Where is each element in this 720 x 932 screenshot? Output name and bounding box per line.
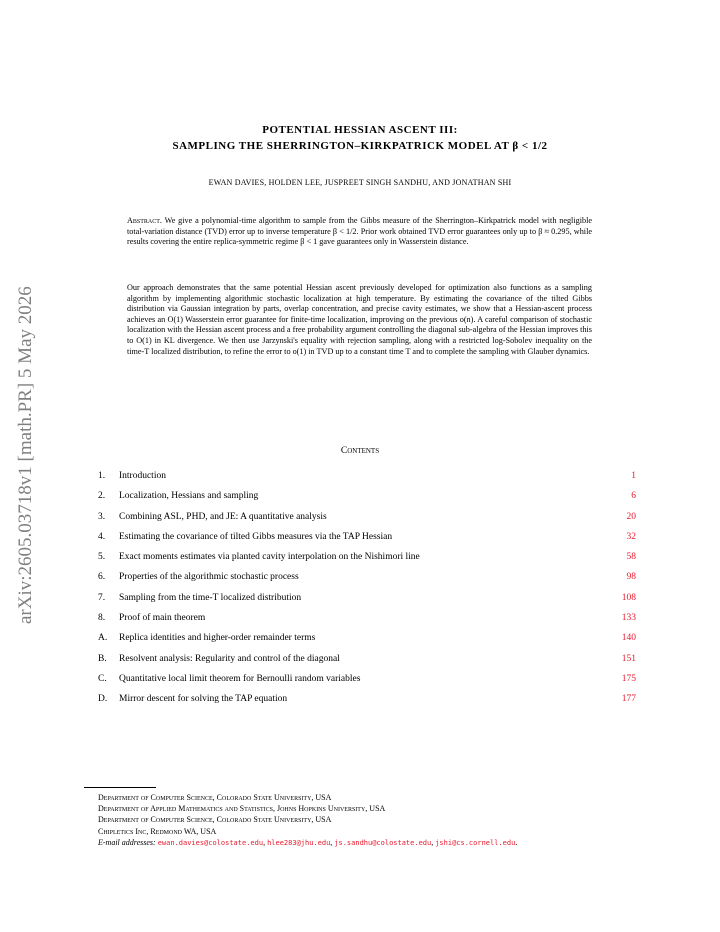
paper-title-line-2: SAMPLING THE SHERRINGTON–KIRKPATRICK MODEL AT β < 1/2 bbox=[172, 140, 548, 152]
toc-entry[interactable] bbox=[98, 552, 636, 572]
toc-entry-page-link[interactable]: 58 bbox=[626, 552, 636, 563]
affiliation-line: Department of Applied Mathematics and Statistics, Johns Hopkins University, USA bbox=[98, 804, 386, 814]
toc-entry-page-link[interactable]: 151 bbox=[621, 653, 636, 664]
toc-entry-number: D. bbox=[98, 694, 108, 705]
toc-entry-number: C. bbox=[98, 673, 107, 684]
toc-entry-number: 3. bbox=[98, 511, 106, 522]
toc-entry-number: A. bbox=[98, 633, 108, 644]
email-link[interactable]: ewan.davies@colostate.edu bbox=[157, 838, 264, 847]
table-of-contents bbox=[98, 471, 636, 715]
email-label: E-mail addresses: bbox=[98, 837, 156, 847]
toc-entry-title: Resolvent analysis: Regularity and control of the diagonal bbox=[119, 653, 340, 664]
toc-entry-page-link[interactable]: 20 bbox=[626, 511, 636, 522]
toc-entry-page-link[interactable]: 1 bbox=[631, 471, 636, 481]
email-addresses: E-mail addresses: ewan.davies@colostate.edu, hlee283@jhu.edu, js.sandhu@colostate.edu, jshi@cs.cornell.edu. bbox=[98, 837, 518, 847]
toc-entry-page-link[interactable]: 133 bbox=[621, 613, 636, 624]
toc-entry-title: Quantitative local limit theorem for Bernoulli random variables bbox=[119, 673, 361, 684]
toc-entry-number: 4. bbox=[98, 531, 106, 542]
toc-entry[interactable] bbox=[98, 654, 636, 674]
toc-entry-page-link[interactable]: 32 bbox=[626, 531, 636, 542]
affiliation-line: Chipletics Inc, Redmond WA, USA bbox=[98, 826, 217, 836]
toc-entry-title: Localization, Hessians and sampling bbox=[119, 491, 259, 502]
toc-entry-page-link[interactable]: 108 bbox=[621, 592, 636, 603]
toc-entry[interactable] bbox=[98, 532, 636, 552]
toc-entry-title: Properties of the algorithmic stochastic process bbox=[119, 572, 299, 583]
toc-entry[interactable] bbox=[98, 694, 636, 714]
toc-entry-number: 6. bbox=[98, 572, 106, 583]
toc-entry[interactable] bbox=[98, 633, 636, 653]
toc-entry-title: Sampling from the time-T localized distribution bbox=[119, 592, 302, 603]
abstract-text-1: We give a polynomial-time algorithm to sample from the Gibbs measure of the Sherrington–Kirkpatrick model with negligible total-variation distance (TVD) error up to inverse temperature β < 1/2. Prior work obtained TVD error guarantees only up to β ≈ 0.295, while results covering the entire replica-symmetric regime β < 1 gave guarantees only in Wasserstein distance. bbox=[127, 216, 592, 247]
toc-entry[interactable] bbox=[98, 593, 636, 613]
email-link[interactable]: jshi@cs.cornell.edu bbox=[435, 838, 516, 847]
toc-entry-page-link[interactable]: 175 bbox=[621, 673, 636, 684]
affiliation-line: Department of Computer Science, Colorado State University, USA bbox=[98, 815, 332, 825]
abstract-paragraph-1 bbox=[127, 216, 592, 248]
toc-entry-page-link[interactable]: 140 bbox=[621, 633, 636, 644]
toc-entry-number: 1. bbox=[98, 471, 106, 481]
toc-entry[interactable] bbox=[98, 674, 636, 694]
toc-entry-page-link[interactable]: 98 bbox=[626, 572, 636, 583]
arxiv-identifier: arXiv:2605.03718v1 [math.PR] 5 May 2026 bbox=[15, 286, 36, 624]
toc-entry-title: Proof of main theorem bbox=[119, 613, 206, 624]
toc-entry-title: Estimating the covariance of tilted Gibbs measures via the TAP Hessian bbox=[119, 531, 393, 542]
toc-entry[interactable] bbox=[98, 613, 636, 633]
email-link[interactable]: hlee283@jhu.edu bbox=[267, 838, 331, 847]
toc-entry[interactable] bbox=[98, 512, 636, 532]
toc-entry-number: B. bbox=[98, 653, 107, 664]
toc-entry-title: Replica identities and higher-order remainder terms bbox=[119, 633, 316, 644]
paper-title-line-1: POTENTIAL HESSIAN ASCENT III: bbox=[262, 124, 458, 136]
author-list: EWAN DAVIES, HOLDEN LEE, JUSPREET SINGH SANDHU, AND JONATHAN SHI bbox=[208, 178, 512, 187]
author-affiliations bbox=[98, 792, 658, 849]
email-link[interactable]: js.sandhu@colostate.edu bbox=[334, 838, 432, 847]
toc-entry-title: Combining ASL, PHD, and JE: A quantitative analysis bbox=[119, 511, 327, 522]
toc-entry-title: Mirror descent for solving the TAP equation bbox=[119, 694, 288, 705]
toc-entry-page-link[interactable]: 177 bbox=[621, 694, 636, 705]
toc-entry-page-link[interactable]: 6 bbox=[631, 491, 636, 502]
toc-entry[interactable] bbox=[98, 491, 636, 511]
toc-entry-title: Introduction bbox=[119, 471, 166, 481]
toc-entry-number: 2. bbox=[98, 491, 106, 502]
toc-entry-number: 7. bbox=[98, 592, 106, 603]
toc-entry[interactable] bbox=[98, 471, 636, 491]
affiliation-line: Department of Computer Science, Colorado State University, USA bbox=[98, 793, 332, 802]
abstract-label: Abstract. bbox=[127, 216, 162, 225]
toc-entry-title: Exact moments estimates via planted cavity interpolation on the Nishimori line bbox=[119, 552, 420, 563]
footnote-rule bbox=[84, 787, 156, 788]
abstract-paragraph-2: Our approach demonstrates that the same potential Hessian ascent previously developed for optimization also functions as a sampling algorithm by implementing algorithmic stochastic localization at high temperature. By estimating the covariance of the tilted Gibbs distribution via Gaussian integration by parts, overlap concentration, and precise cavity estimates, we show that a Hessian-ascent process achieves an O(1) Wasserstein error guarantee for finite-time localization, improving on the previous o(n). A careful comparison of stochastic localization with the Hessian ascent process and a free probability argument controlling the diagonal sub-algebra of the Hessian improves this to O(1) in KL divergence. We then use Jarzynski's equality with rejection sampling, along with a restricted log-Sobolev inequality on the time-T localized distribution, to refine the error to o(1) in TVD up to a constant time T and to complete the sampling with Glauber dynamics. bbox=[127, 283, 592, 356]
toc-entry-number: 5. bbox=[98, 552, 106, 563]
toc-entry-number: 8. bbox=[98, 613, 106, 624]
toc-entry[interactable] bbox=[98, 572, 636, 592]
toc-heading: Contents bbox=[340, 446, 380, 456]
